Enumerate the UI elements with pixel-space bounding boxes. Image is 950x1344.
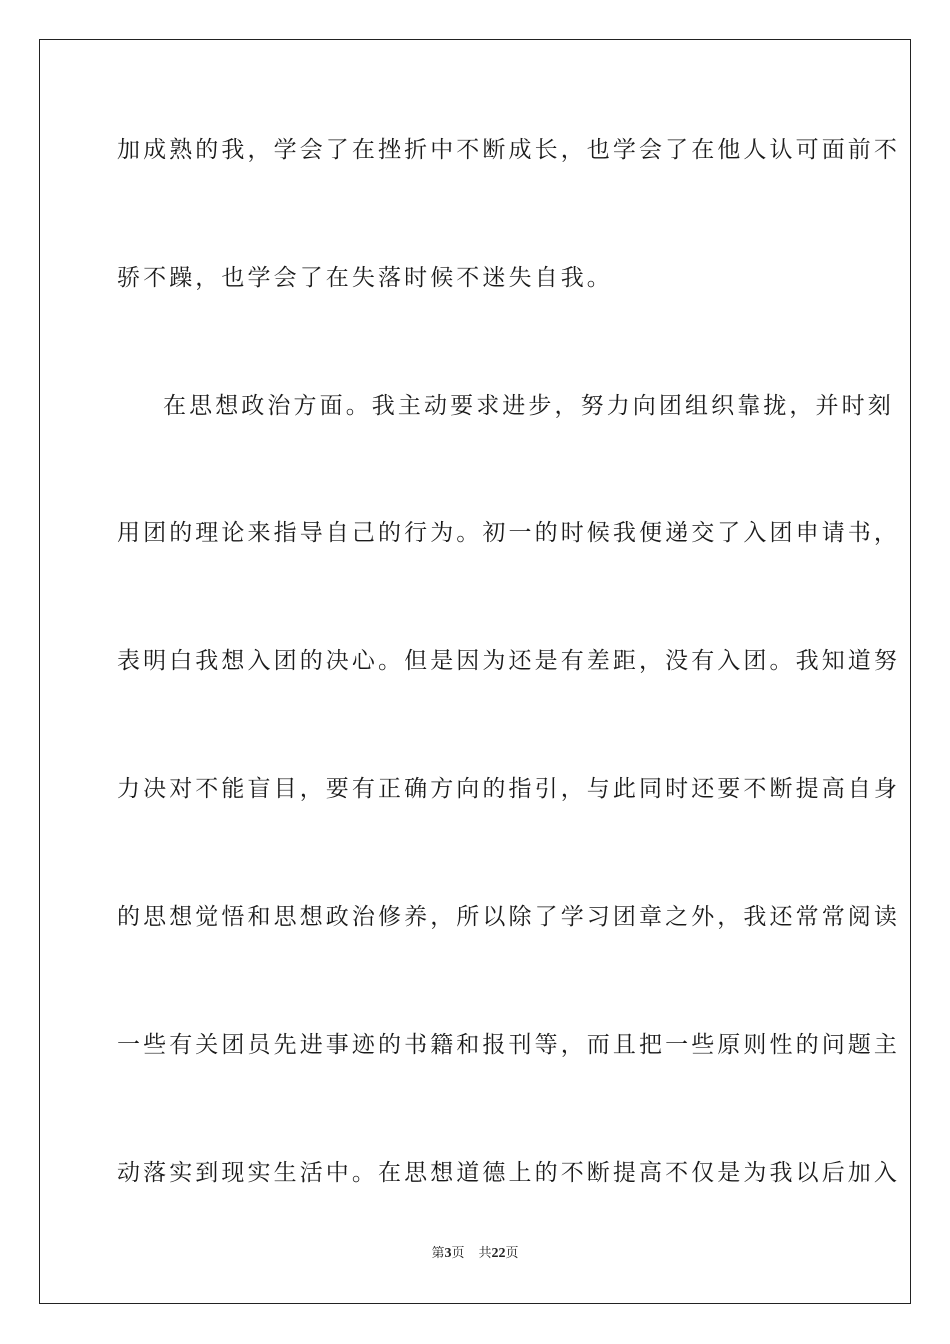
total-label-prefix: 共 [478,1246,492,1261]
body-text-line-7: 的思想觉悟和思想政治修养，所以除了学习团章之外，我还常常阅读 [117,904,900,930]
body-text-line-1: 加成熟的我，学会了在挫折中不断成长，也学会了在他人认可面前不 [117,137,900,163]
page-label-prefix: 第 [431,1246,445,1261]
total-pages: 22 [491,1246,506,1261]
body-text-line-4: 用团的理论来指导自己的行为。初一的时候我便递交了入团申请书， [117,520,900,546]
body-text-line-9: 动落实到现实生活中。在思想道德上的不断提高不仅是为我以后加入 [117,1160,900,1186]
page-footer [0,1245,950,1263]
page-label-suffix: 页 [451,1246,465,1261]
total-label-suffix: 页 [505,1246,519,1261]
body-text-line-5: 表明白我想入团的决心。但是因为还是有差距，没有入团。我知道努 [117,648,900,674]
page-number: 3 [444,1246,452,1261]
body-text-line-8: 一些有关团员先进事迹的书籍和报刊等，而且把一些原则性的问题主 [117,1032,900,1058]
body-text-line-2: 骄不躁，也学会了在失落时候不迷失自我。 [117,265,613,291]
paragraph-start-line: 在思想政治方面。我主动要求进步，努力向团组织靠拢，并时刻 [163,393,894,419]
body-text-line-6: 力决对不能盲目，要有正确方向的指引，与此同时还要不断提高自身 [117,776,900,802]
